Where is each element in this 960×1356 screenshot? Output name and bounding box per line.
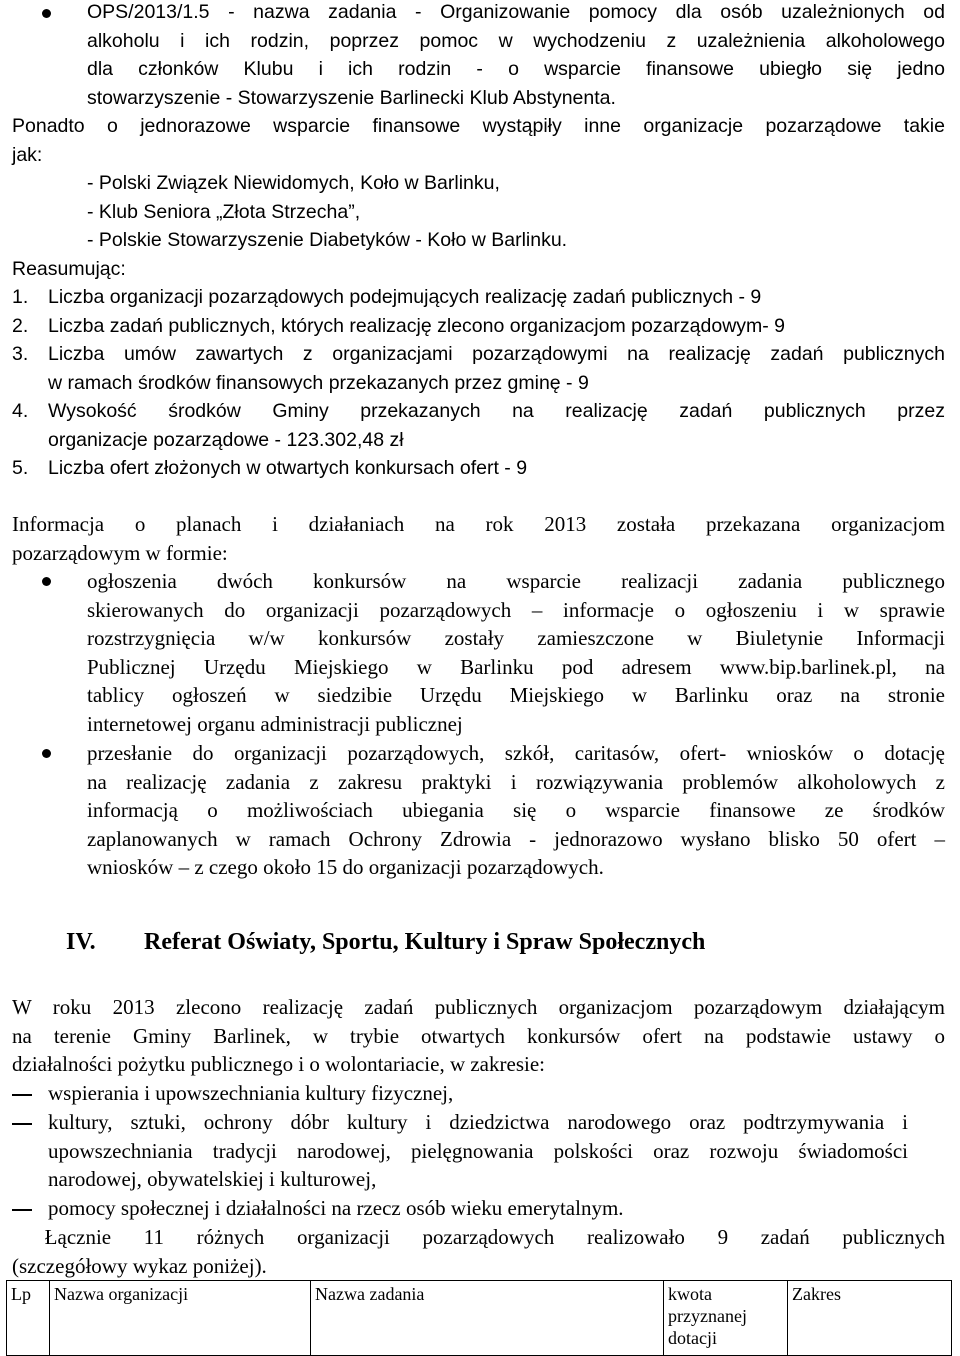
text-line: Publicznej Urzędu Miejskiego w Barlinku pod adresem www.bip.barlinek.pl, na bbox=[87, 654, 945, 679]
column-header-lp: Lp bbox=[7, 1281, 50, 1356]
info-bullet-item bbox=[87, 567, 945, 738]
dash-marker bbox=[12, 1094, 32, 1096]
text-line: narodowej, obywatelskiej i kulturowej, bbox=[48, 1167, 377, 1191]
text-line: W roku 2013 zlecono realizację zadań publicznych organizacjom pozarządowym działającym bbox=[12, 995, 945, 1019]
text-line: wspierania i upowszechniania kultury fizycznej, bbox=[48, 1081, 454, 1105]
summary-item-number: 5. bbox=[12, 457, 29, 479]
list-item: - Polskie Stowarzyszenie Diabetyków - Koło w Barlinku. bbox=[87, 229, 568, 251]
bullet-marker bbox=[42, 577, 51, 586]
plans-info-paragraph bbox=[12, 510, 945, 567]
text-line: na terenie Gminy Barlinek, w trybie otwartych konkursów ofert na podstawie ustawy o bbox=[12, 1023, 945, 1048]
summary-item-number: 3. bbox=[12, 343, 29, 365]
text-line: informacją o możliwościach ubiegania się o wsparcie finansowe ze środków bbox=[87, 798, 945, 822]
text-line: działalności pożytku publicznego i o wolontariacie, w zakresie: bbox=[12, 1052, 545, 1076]
summary-item-text: organizacje pozarządowe - 123.302,48 zł bbox=[48, 428, 404, 451]
scope-item bbox=[48, 1108, 908, 1194]
text-line: jak: bbox=[12, 143, 43, 166]
text-line: internetowej organu administracji publicznej bbox=[87, 711, 463, 736]
bullet-marker bbox=[42, 749, 51, 758]
dash-marker bbox=[12, 1123, 32, 1125]
organizations-list bbox=[87, 169, 567, 255]
text-line: Informacja o planach i działaniach na rok 2013 została przekazana organizacjom bbox=[12, 512, 945, 536]
list-item: - Polski Związek Niewidomych, Koło w Barlinku, bbox=[87, 172, 500, 194]
bullet-marker bbox=[42, 9, 51, 18]
summary-item bbox=[12, 312, 945, 341]
dash-marker bbox=[12, 1209, 32, 1211]
scope-item bbox=[48, 1194, 945, 1223]
additional-support-paragraph bbox=[12, 112, 945, 169]
summary-item-text: Liczba umów zawartych z organizacjami pozarządowymi na realizację zadań publicznych bbox=[48, 343, 945, 365]
text-line: pomocy społecznej i działalności na rzecz osób wieku emerytalnym. bbox=[48, 1196, 624, 1220]
summary-item-text: w ramach środków finansowych przekazanych przez gminę - 9 bbox=[48, 371, 589, 394]
table-header-row bbox=[7, 1281, 952, 1356]
list-item: - Klub Seniora „Złota Strzecha”, bbox=[87, 200, 361, 223]
text-line: dla członków Klubu i ich rodzin - o wsparcie finansowe ubiegło się jedno bbox=[87, 58, 945, 80]
summary-item-text: Liczba ofert złożonych w otwartych konkursach ofert - 9 bbox=[48, 457, 528, 479]
text-line: alkoholu i ich rodzin, poprzez pomoc w wychodzeniu z uzależnienia alkoholowego bbox=[87, 29, 945, 52]
column-header-scope: Zakres bbox=[788, 1281, 952, 1356]
text-line: stowarzyszenie - Stowarzyszenie Barlinecki Klub Abstynenta. bbox=[87, 86, 616, 109]
info-bullet-item bbox=[87, 739, 945, 882]
scope-item bbox=[48, 1079, 945, 1108]
text-line: kultury, sztuki, ochrony dóbr kultury i dziedzictwa narodowego oraz podtrzymywania i bbox=[48, 1110, 908, 1134]
summary-item bbox=[12, 283, 945, 312]
text-line: OPS/2013/1.5 - nazwa zadania - Organizowanie pomocy dla osób uzależnionych od bbox=[87, 1, 945, 23]
section-intro-paragraph bbox=[12, 993, 945, 1079]
section-title: Referat Oświaty, Sportu, Kultury i Spraw Społecznych bbox=[144, 929, 706, 955]
summary-item-text: Wysokość środków Gminy przekazanych na realizację zadań publicznych przez bbox=[48, 400, 945, 422]
text-line: ogłoszenia dwóch konkursów na wsparcie realizacji zadania publicznego bbox=[87, 569, 945, 593]
text-line: (szczegółowy wykaz poniżej). bbox=[12, 1253, 267, 1278]
summary-item bbox=[12, 340, 945, 397]
text-line: zaplanowanych w ramach Ochrony Zdrowia - jednorazowo wysłano blisko 50 ofert – bbox=[87, 826, 945, 851]
text-line: pozarządowym w formie: bbox=[12, 540, 228, 565]
summary-item-text: Liczba zadań publicznych, których realizację zlecono organizacjom pozarządowym- 9 bbox=[48, 314, 786, 337]
column-header-amount: kwota przyznanej dotacji bbox=[664, 1281, 788, 1356]
task-description bbox=[87, 0, 945, 112]
summary-item-text: Liczba organizacji pozarządowych podejmujących realizację zadań publicznych - 9 bbox=[48, 286, 762, 308]
column-header-organization: Nazwa organizacji bbox=[50, 1281, 311, 1356]
text-line: tablicy ogłoszeń w siedzibie Urzędu Miejskiego w Barlinku oraz na stronie bbox=[87, 683, 945, 707]
text-line: upowszechniania tradycji narodowej, pielęgnowania polskości oraz rozwoju świadomości bbox=[48, 1138, 908, 1163]
closing-paragraph bbox=[12, 1223, 945, 1280]
text-line: Ponadto o jednorazowe wsparcie finansowe wystąpiły inne organizacje pozarządowe takie bbox=[12, 115, 945, 137]
section-number: IV. bbox=[66, 929, 96, 955]
grants-table bbox=[6, 1280, 952, 1356]
text-line: Łącznie 11 różnych organizacji pozarządowych realizowało 9 zadań publicznych bbox=[12, 1225, 945, 1249]
text-line: skierowanych do organizacji pozarządowych – informacje o ogłoszeniu i w sprawie bbox=[87, 597, 945, 622]
summary-list bbox=[12, 283, 945, 483]
text-line: przesłanie do organizacji pozarządowych, szkół, caritasów, ofert- wniosków o dotację bbox=[87, 741, 945, 765]
column-header-task: Nazwa zadania bbox=[311, 1281, 664, 1356]
summary-label: Reasumując: bbox=[12, 258, 126, 280]
text-line: na realizację zadania z zakresu praktyki i rozwiązywania problemów alkoholowych z bbox=[87, 769, 945, 794]
summary-item bbox=[12, 454, 945, 483]
summary-item-number: 4. bbox=[12, 400, 29, 422]
summary-item-number: 1. bbox=[12, 286, 29, 308]
text-line: rozstrzygnięcia w/w konkursów zostały zamieszczone w Biuletynie Informacji bbox=[87, 626, 945, 650]
summary-item-number: 2. bbox=[12, 314, 29, 337]
summary-item bbox=[12, 397, 945, 454]
text-line: wniosków – z czego około 15 do organizacji pozarządowych. bbox=[87, 855, 604, 879]
